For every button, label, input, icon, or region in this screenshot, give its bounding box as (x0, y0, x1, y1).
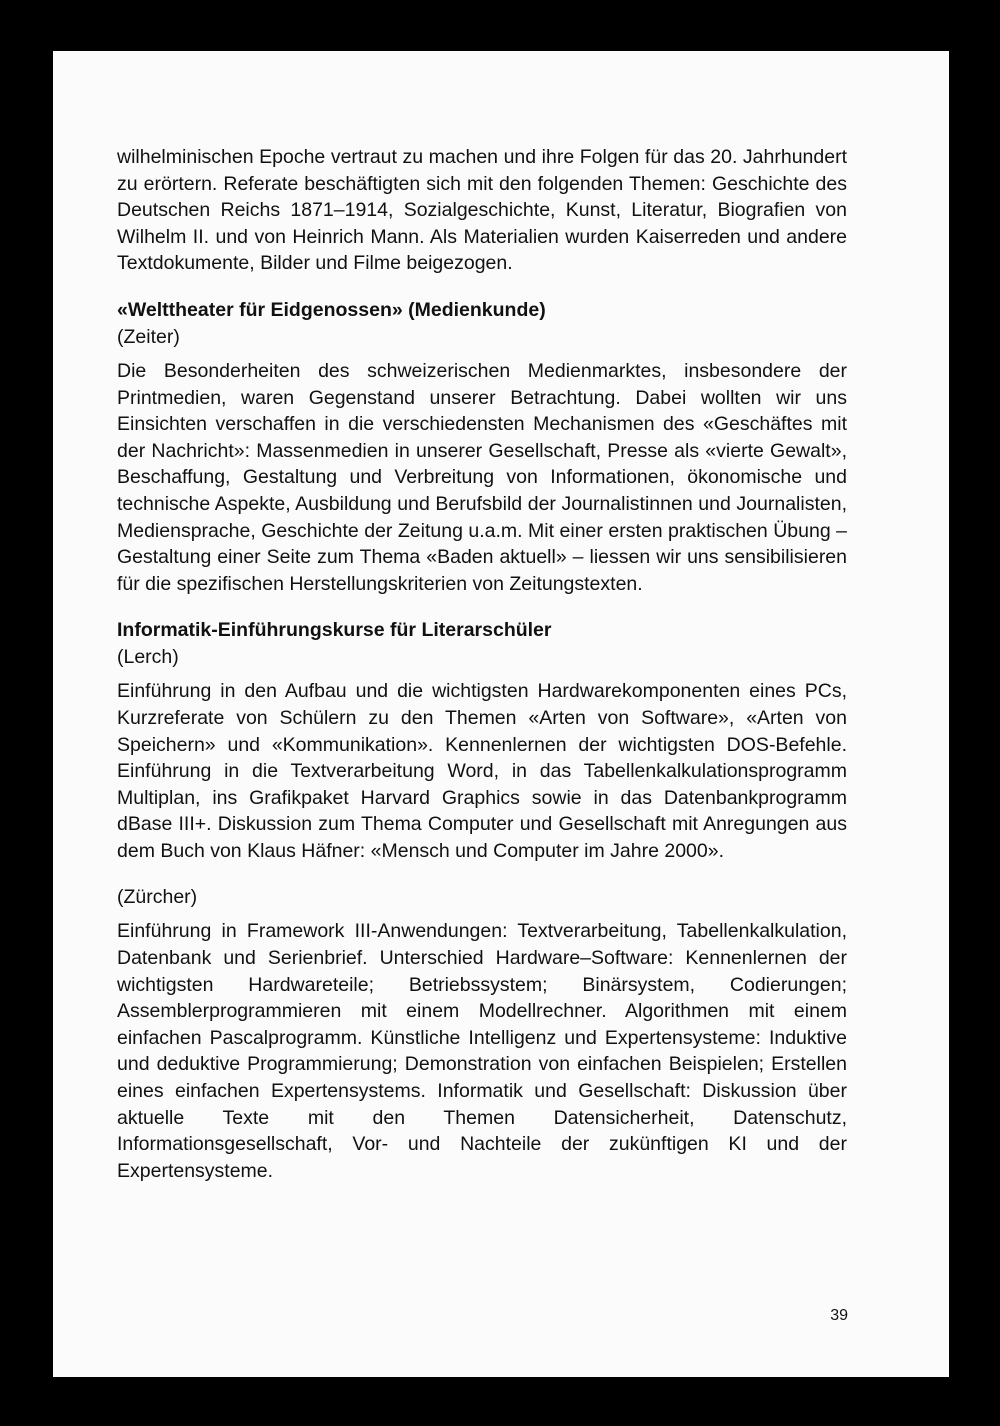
text-column (117, 144, 847, 1184)
section-zuercher (117, 884, 847, 1184)
section-body: Die Besonderheiten des schweizerischen Medienmarktes, insbesondere der Printmedien, waren Gegenstand unserer Betrachtung. Dabei wollten wir uns Einsichten verschaffen in die verschiedensten Mechanismen des «Geschäftes mit der Nachricht»: Massenmedien in unserer Gesellschaft, Presse als «vierte Gewalt», Beschaffung, Gestaltung und Verbreitung von Informationen, ökonomische und technische Aspekte, Ausbildung und Berufsbild der Journalistinnen und Journalisten, Mediensprache, Geschichte der Zeitung u.a.m. Mit einer ersten praktischen Übung – Gestaltung einer Seite zum Thema «Baden aktuell» – liessen wir uns sensibilisieren für die spezifischen Herstellungskriterien von Zeitungstexten. (117, 359, 847, 595)
section-informatik (117, 617, 847, 864)
section-title: Informatik-Einführungskurse für Literarschüler (117, 619, 552, 642)
section-medienkunde (117, 297, 847, 597)
section-body: Einführung in den Aufbau und die wichtigsten Hardwarekomponenten eines PCs, Kurzreferate von Schülern zu den Themen «Arten von Software», «Arten von Speichern» und «Kommunikation». Kennenlernen der wichtigsten DOS-Befehle. Einführung in die Textverarbeitung Word, in das Tabellenkalkulationsprogramm Multiplan, ins Grafikpaket Harvard Graphics sowie in das Datenbankprogramm dBase III+. Diskussion zum Thema Computer und Gesellschaft mit Anregungen aus dem Buch von Klaus Häfner: «Mensch und Computer im Jahre 2000». (117, 680, 847, 862)
page-number: 39 (830, 1307, 848, 1324)
document-page (53, 51, 949, 1377)
section-author: (Lerch) (117, 646, 179, 669)
section-title: «Welttheater für Eidgenossen» (Medienkunde) (117, 298, 546, 321)
section-author: (Zürcher) (117, 886, 198, 909)
intro-paragraph: wilhelminischen Epoche vertraut zu machen und ihre Folgen für das 20. Jahrhundert zu erörtern. Referate beschäftigten sich mit den folgenden Themen: Geschichte des Deutschen Reichs 1871–1914, Sozialgeschichte, Kunst, Literatur, Biografien von Wilhelm II. und von Heinrich Mann. Als Materialien wurden Kaiserreden und andere Textdokumente, Bilder und Filme beigezogen. (117, 146, 847, 275)
section-body: Einführung in Framework III-Anwendungen: Textverarbeitung, Tabellenkalkulation, Datenbank und Serienbrief. Unterschied Hardware–Software: Kennenlernen der wichtigsten Hardwareteile; Betriebssystem; Binärsystem, Codierungen; Assemblerprogrammieren mit einem Modellrechner. Algorithmen mit einem einfachen Pascalprogramm. Künstliche Intelligenz und Expertensysteme: Induktive und deduktive Programmierung; Demonstration von einfachen Beispielen; Erstellen eines einfachen Expertensystems. Informatik und Gesellschaft: Diskussion über aktuelle Texte mit den Themen Datensicherheit, Datenschutz, Informationsgesellschaft, Vor- und Nachteile der zukünftigen KI und der Expertensysteme. (117, 920, 847, 1182)
section-author: (Zeiter) (117, 325, 180, 348)
